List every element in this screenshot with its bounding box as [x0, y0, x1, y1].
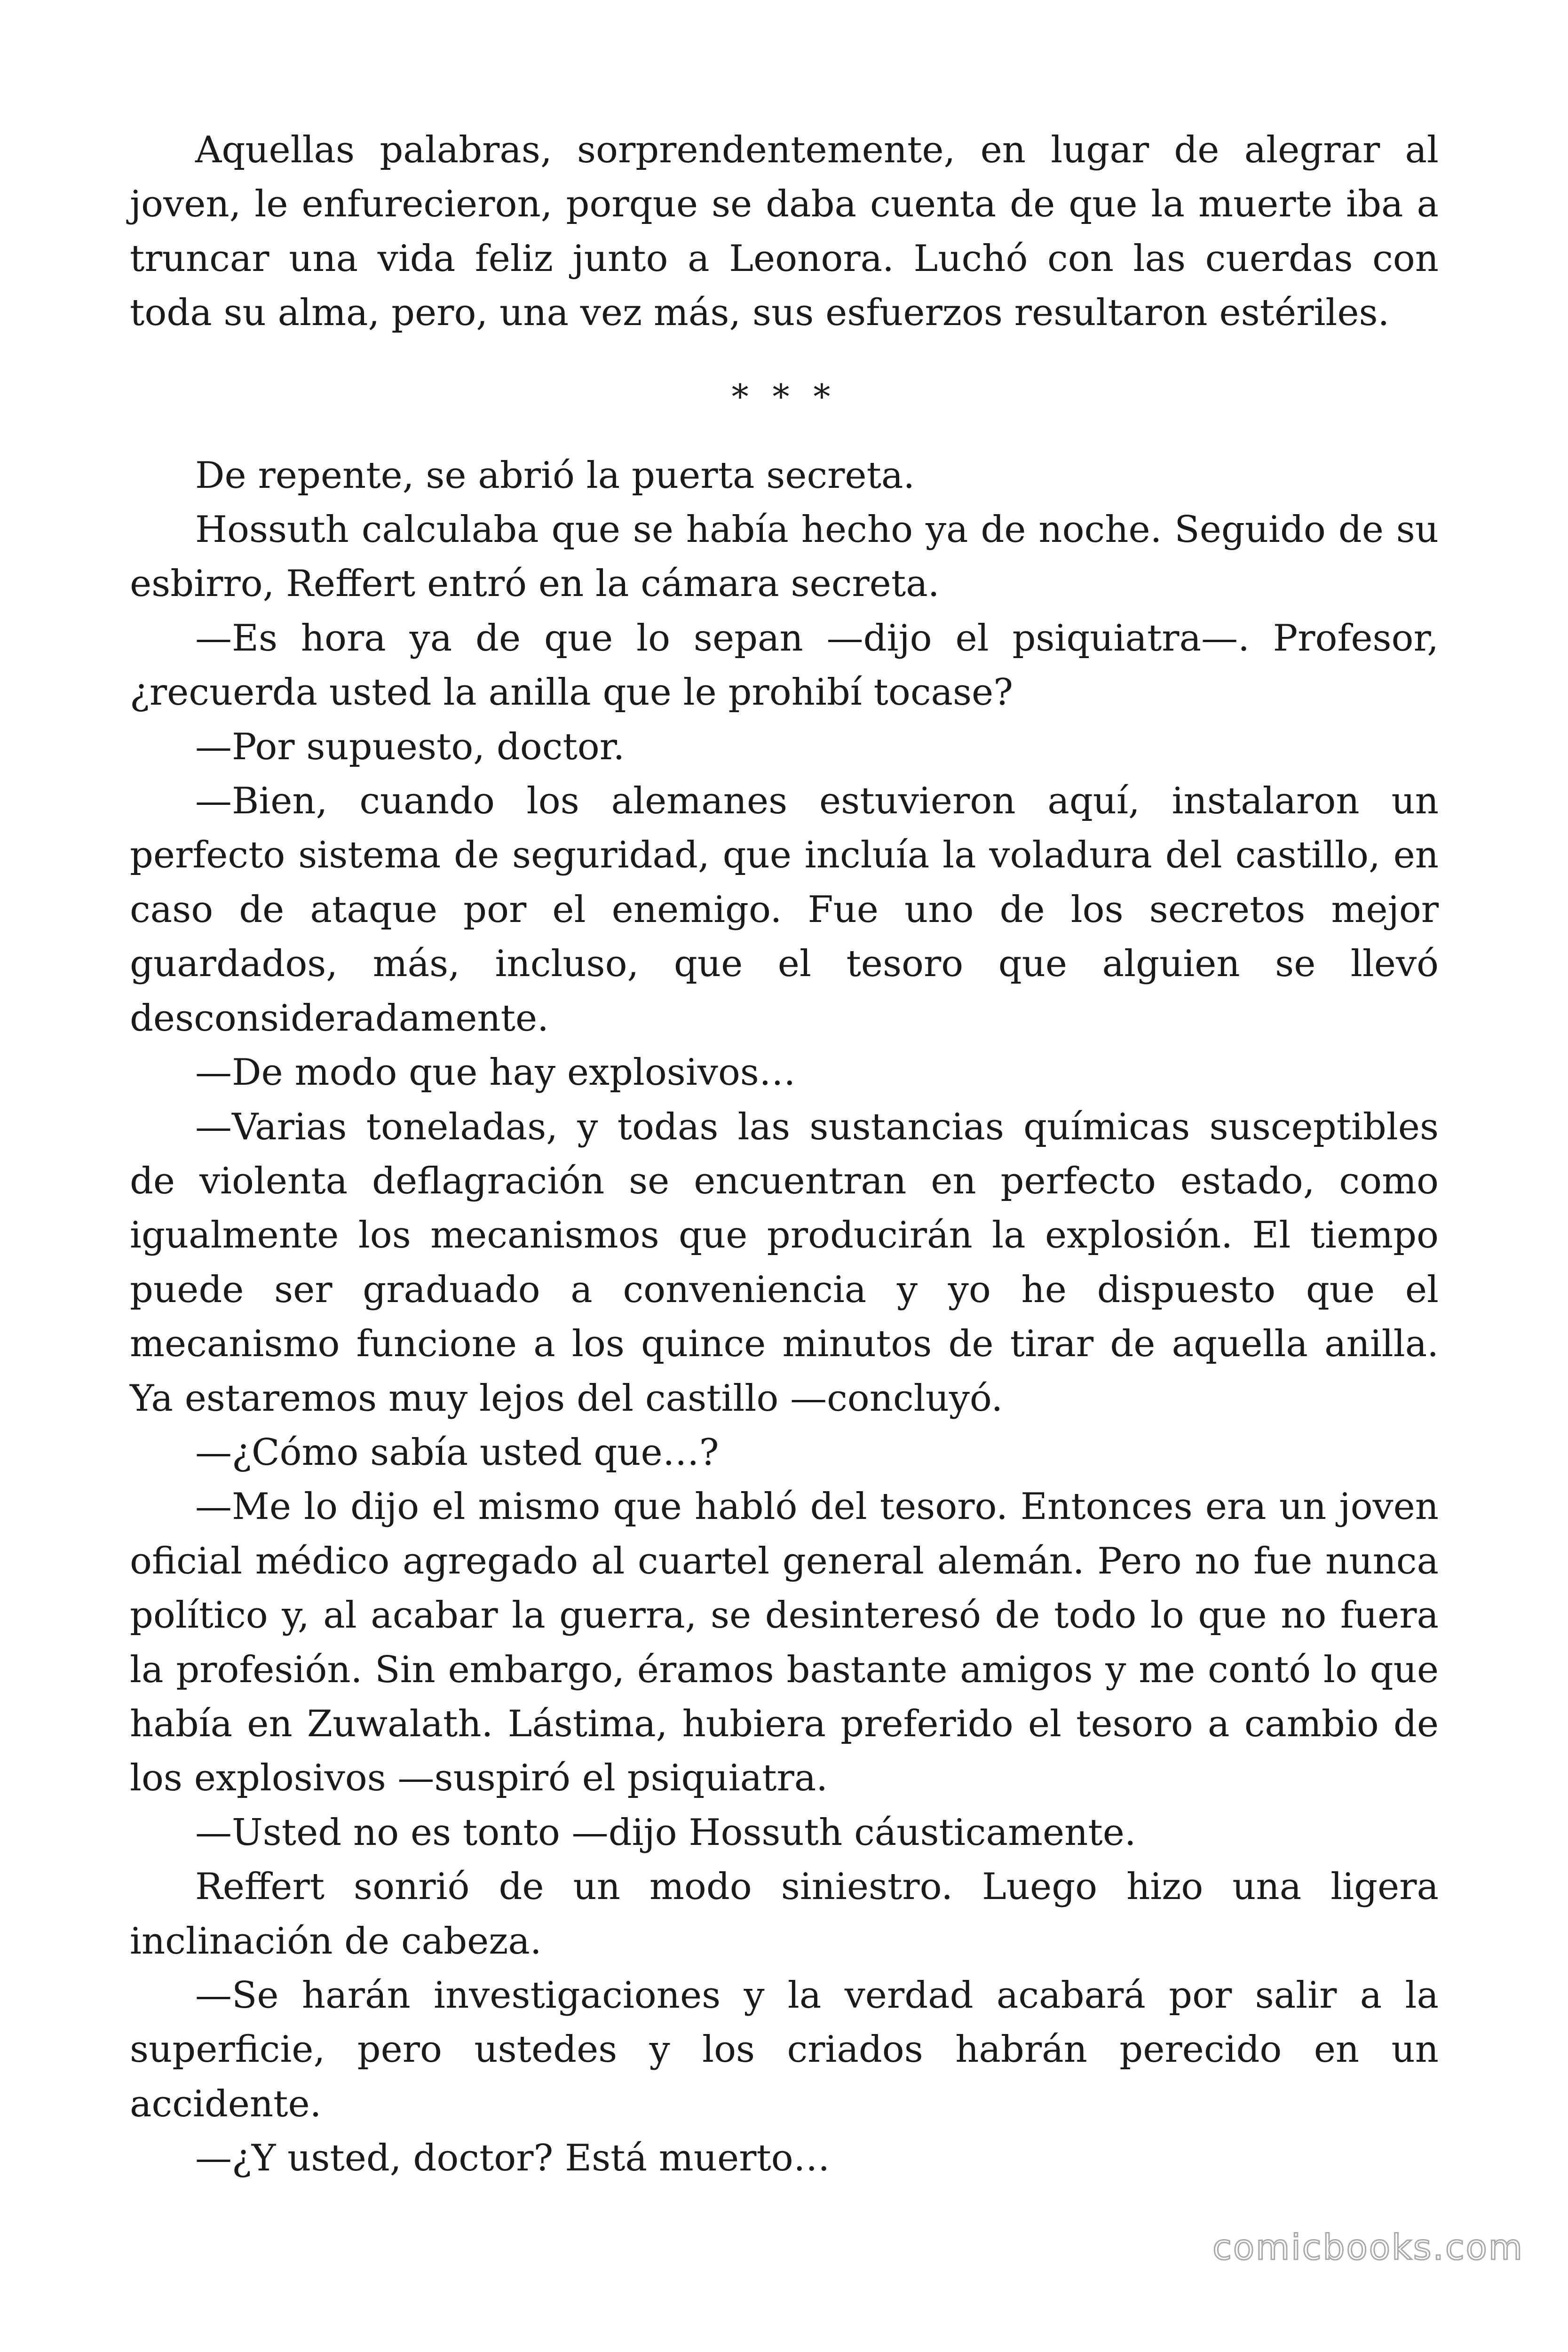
section-separator: * * * — [731, 376, 837, 416]
book-page — [130, 123, 1439, 2186]
paragraph-3: Hossuth calculaba que se había hecho ya de noche. Seguido de su esbirro, Reffert entró en la cámara secreta. — [130, 509, 1439, 605]
paragraph-8: —Varias toneladas, y todas las sustancias químicas susceptibles de violenta deflagración se encuentran en perfecto estado, como igualmente los mecanismos que producirán la explosión. El tiempo puede ser graduado a conveniencia y yo he dispuesto que el mecanismo funcione a los quince minutos de tirar de aquella anilla. Ya estaremos muy lejos del castillo —concluyó. — [130, 1105, 1439, 1420]
paragraph-1: Aquellas palabras, sorprendentemente, en lugar de alegrar al joven, le enfurecieron, porque se daba cuenta de que la muerte iba a truncar una vida feliz junto a Leonora. Luchó con las cuerdas con toda su alma, pero, una vez más, sus esfuerzos resultaron estériles. — [130, 129, 1439, 334]
paragraph-11: —Usted no es tonto —dijo Hossuth cáusticamente. — [195, 1811, 1136, 1854]
paragraph-7: —De modo que hay explosivos… — [195, 1051, 796, 1094]
paragraph-4: —Es hora ya de que lo sepan —dijo el psiquiatra—. Profesor, ¿recuerda usted la anilla que le prohibí tocase? — [130, 617, 1439, 714]
paragraph-12: Reffert sonrió de un modo siniestro. Luego hizo una ligera inclinación de cabeza. — [130, 1866, 1439, 1963]
paragraph-14: —¿Y usted, doctor? Está muerto… — [195, 2137, 830, 2180]
paragraph-2: De repente, se abrió la puerta secreta. — [195, 454, 915, 497]
paragraph-5: —Por supuesto, doctor. — [195, 725, 625, 768]
paragraph-13: —Se harán investigaciones y la verdad acabará por salir a la superficie, pero ustedes y los criados habrán perecido en un accidente. — [130, 1974, 1439, 2125]
paragraph-6: —Bien, cuando los alemanes estuvieron aquí, instalaron un perfecto sistema de seguridad, que incluía la voladura del castillo, en caso de ataque por el enemigo. Fue uno de los secretos mejor guardados, más, incluso, que el tesoro que alguien se llevó desconsideradamente. — [130, 780, 1439, 1040]
paragraph-10: —Me lo dijo el mismo que habló del tesoro. Entonces era un joven oficial médico agregado al cuartel general alemán. Pero no fue nunca político y, al acabar la guerra, se desinteresó de todo lo que no fuera la profesión. Sin embargo, éramos bastante amigos y me contó lo que había en Zuwalath. Lástima, hubiera preferido el tesoro a cambio de los explosivos —suspiró el psiquiatra. — [130, 1486, 1439, 1800]
watermark-text: comicbooks.com — [1212, 2227, 1524, 2268]
paragraph-9: —¿Cómo sabía usted que…? — [195, 1431, 719, 1474]
